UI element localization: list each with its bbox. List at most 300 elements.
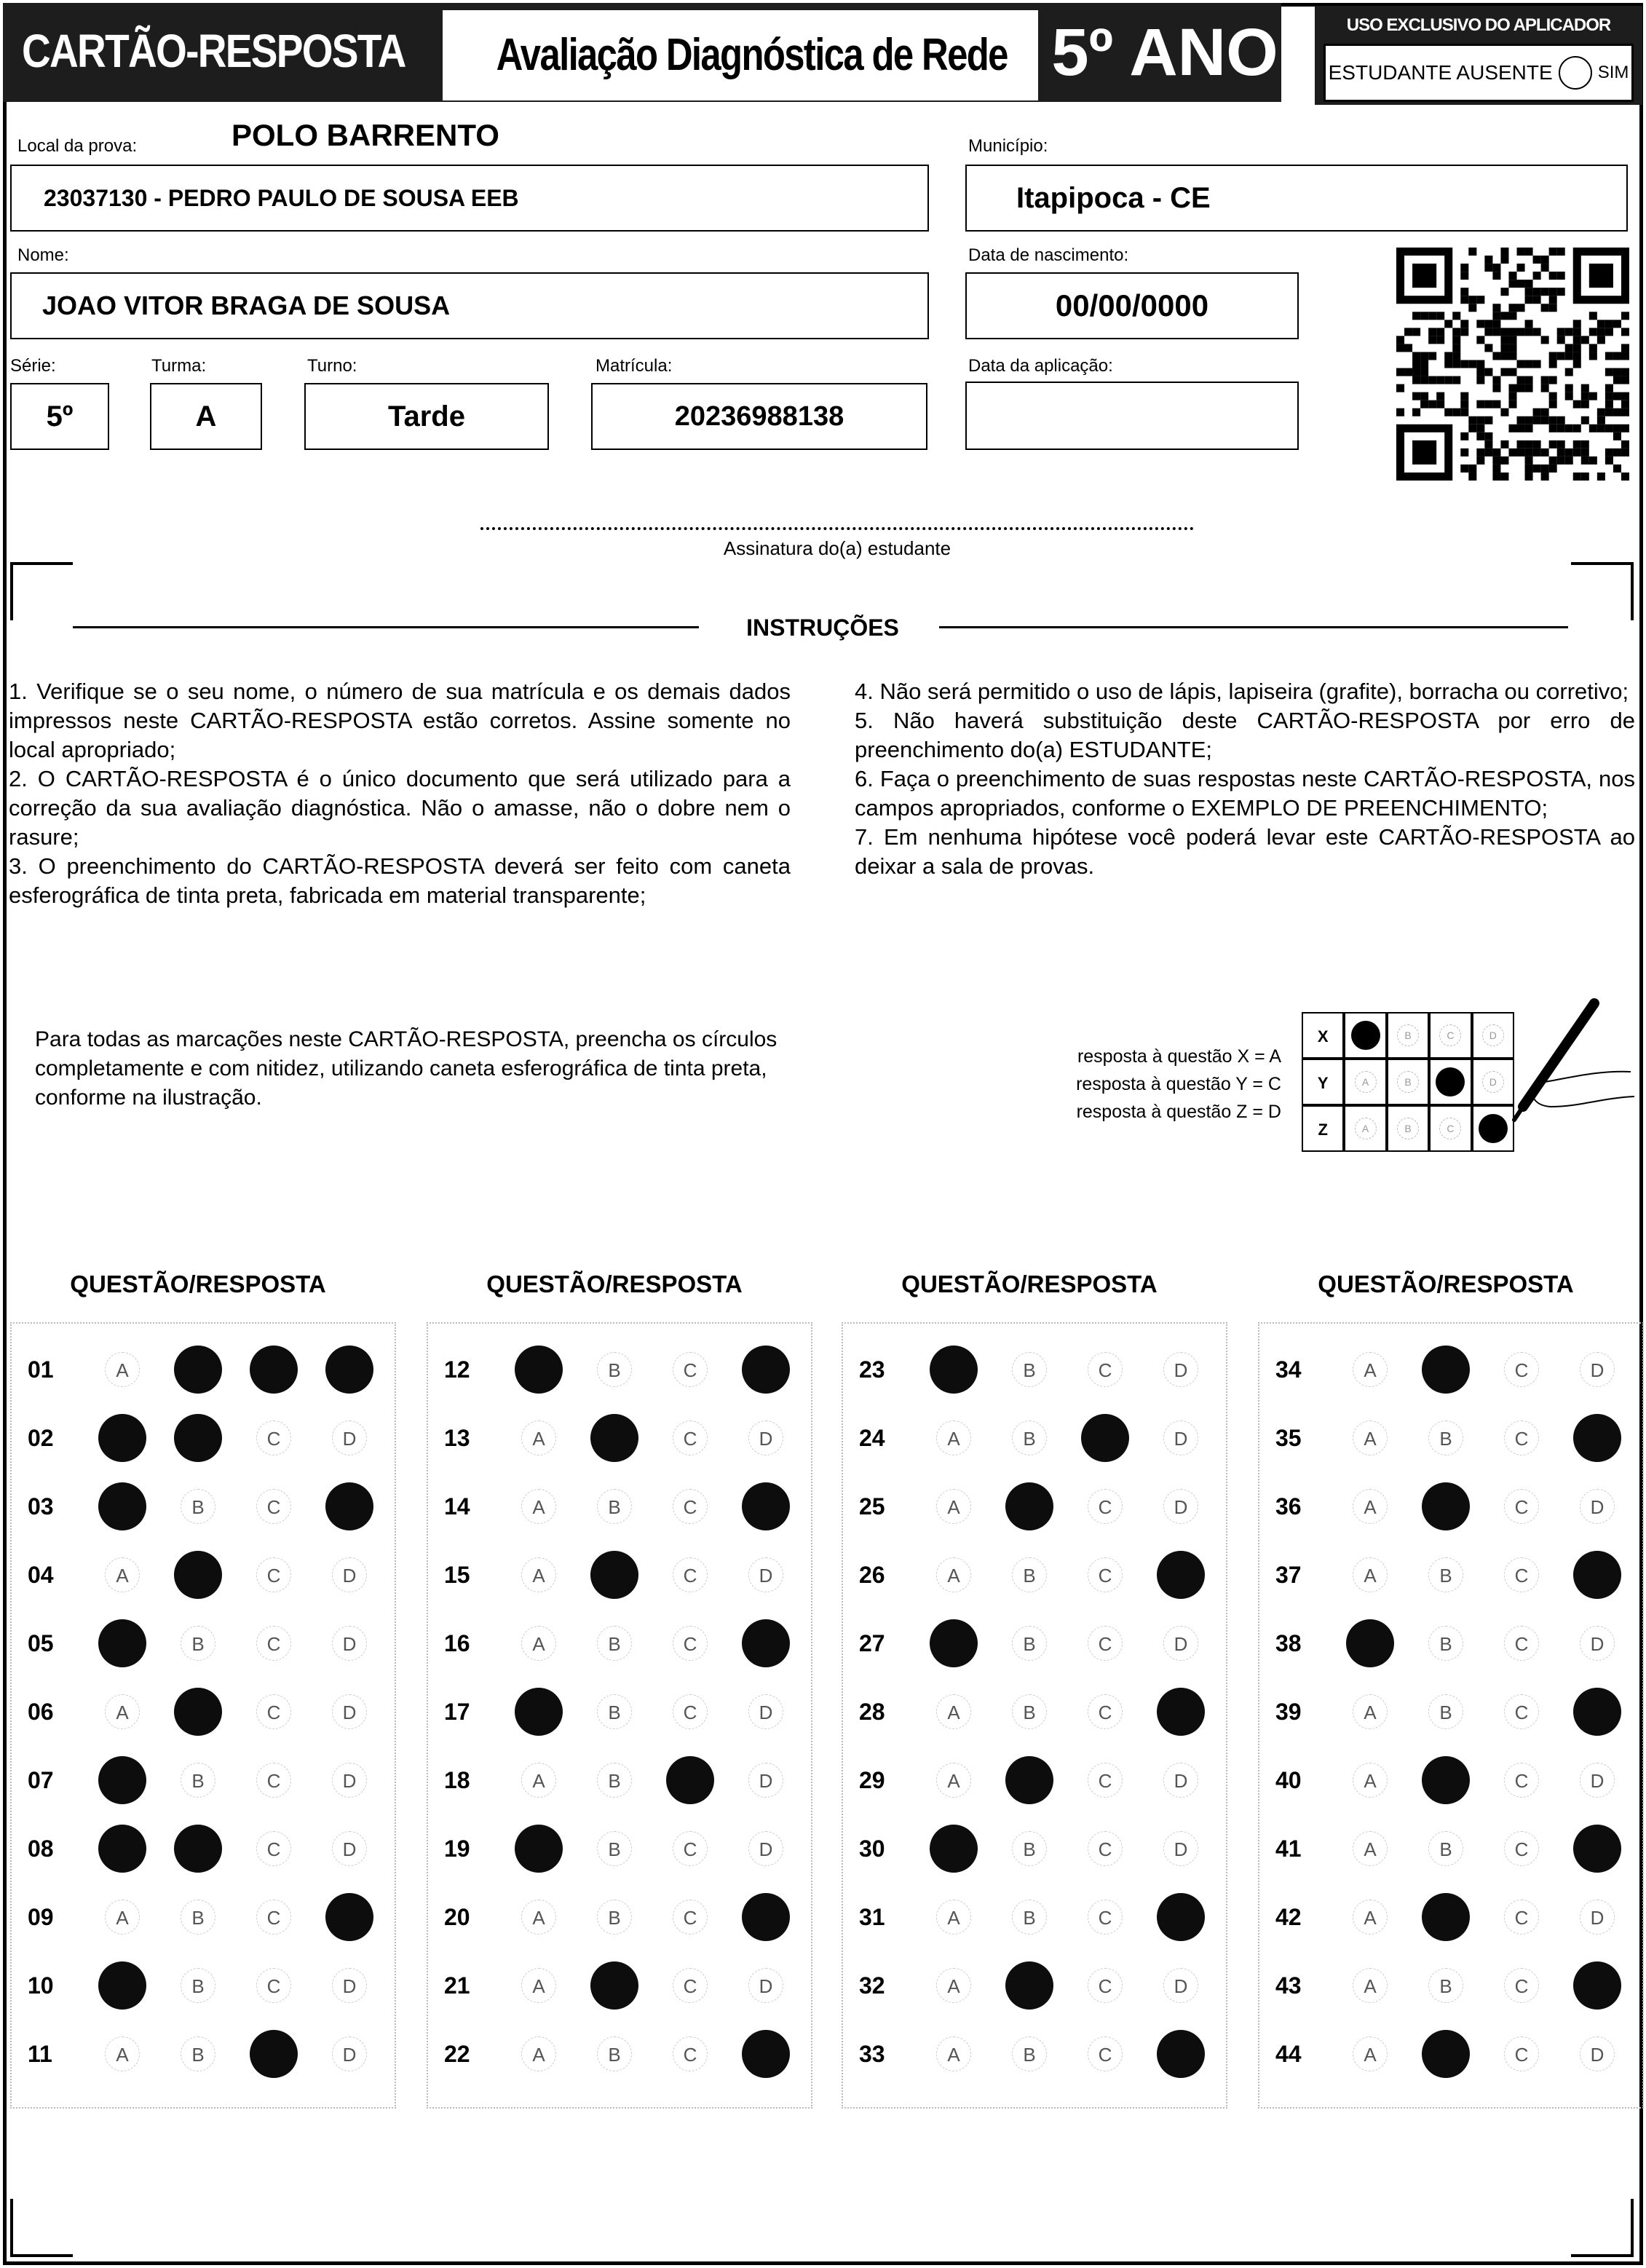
answer-bubble-d[interactable]: D	[1163, 1831, 1198, 1866]
instruction-item: 7. Em nenhuma hipótese você poderá levar este CARTÃO-RESPOSTA ao deixar a sala de provas.	[855, 824, 1635, 879]
question-number: 23	[859, 1356, 885, 1383]
answer-row	[1259, 1883, 1642, 1951]
answer-row	[12, 1678, 395, 1746]
answer-bubble-d[interactable]: D	[1580, 2036, 1615, 2071]
answers-header-3: QUESTÃO/RESPOSTA	[901, 1271, 1158, 1297]
answer-bubble-a[interactable]: A	[1353, 1489, 1388, 1524]
answer-bubble-d[interactable]: D	[1580, 1626, 1615, 1661]
answer-bubble-b[interactable]: B	[1005, 1482, 1053, 1530]
answer-bubble-b[interactable]: B	[597, 1489, 632, 1524]
answer-bubble-c[interactable]: C	[1088, 1900, 1123, 1935]
question-number: 29	[859, 1767, 885, 1793]
answer-bubble-b[interactable]: B	[1012, 1557, 1047, 1592]
question-number: 36	[1275, 1493, 1302, 1520]
answer-row	[12, 1814, 395, 1883]
serie-label: Série:	[10, 356, 56, 376]
corner-mark-top-right	[1571, 562, 1634, 620]
answer-bubble-a[interactable]: A	[936, 1557, 971, 1592]
answer-bubble-d[interactable]: D	[742, 1893, 790, 1941]
question-number: 30	[859, 1836, 885, 1862]
answer-row	[1259, 1746, 1642, 1814]
answer-bubble-d[interactable]: D	[1580, 1763, 1615, 1798]
answer-bubble-b[interactable]: B	[590, 1551, 638, 1599]
question-number: 07	[28, 1767, 54, 1793]
answer-bubble-c[interactable]: C	[1504, 1900, 1539, 1935]
answer-bubble-c[interactable]: C	[1504, 1831, 1539, 1866]
question-number: 34	[1275, 1356, 1302, 1383]
answer-bubble-d[interactable]: D	[1163, 1489, 1198, 1524]
answer-row	[1259, 1404, 1642, 1472]
answer-bubble-c[interactable]: C	[673, 1489, 708, 1524]
answer-bubble-d[interactable]: D	[1573, 1688, 1621, 1736]
answer-bubble-d[interactable]: D	[748, 1763, 783, 1798]
answer-bubble-d[interactable]: D	[1163, 1421, 1198, 1455]
answer-bubble-d[interactable]: D	[748, 1557, 783, 1592]
question-number: 14	[444, 1493, 470, 1520]
answers-header-4: QUESTÃO/RESPOSTA	[1318, 1271, 1574, 1297]
answer-bubble-a[interactable]: A	[98, 1619, 146, 1667]
answer-bubble-a[interactable]: A	[936, 1694, 971, 1729]
answer-row	[843, 1746, 1226, 1814]
instructions-left	[9, 677, 791, 910]
answer-bubble-b[interactable]: B	[1428, 1421, 1463, 1455]
answer-bubble-d[interactable]: D	[332, 1763, 367, 1798]
answer-bubble-c[interactable]: C	[1504, 2036, 1539, 2071]
example-row-label: X	[1302, 1012, 1344, 1059]
answer-bubble-b[interactable]: B	[1428, 1968, 1463, 2003]
answer-bubble-b[interactable]: B	[174, 1414, 222, 1462]
answers-header-2: QUESTÃO/RESPOSTA	[486, 1271, 743, 1297]
example-bubble: A	[1355, 1071, 1377, 1093]
answer-bubble-a[interactable]: A	[930, 1619, 978, 1667]
instructions-title: INSTRUÇÕES	[746, 615, 899, 641]
local-value: POLO BARRENTO	[232, 118, 499, 152]
answer-bubble-c[interactable]: C	[1088, 1763, 1123, 1798]
answer-bubble-b[interactable]: B	[597, 1694, 632, 1729]
answer-bubble-c[interactable]: C	[256, 1900, 291, 1935]
answer-bubble-b[interactable]: B	[181, 1626, 215, 1661]
answer-bubble-b[interactable]: B	[181, 1763, 215, 1798]
answer-bubble-d[interactable]: D	[332, 1626, 367, 1661]
grade-label: 5º ANO	[1048, 3, 1281, 102]
instruction-item: 6. Faça o preenchimento de suas respostas neste CARTÃO-RESPOSTA, nos campos apropriados, conforme o EXEMPLO DE PREENCHIMENTO;	[855, 766, 1635, 821]
answer-bubble-a[interactable]: A	[98, 1482, 146, 1530]
answer-row	[12, 1472, 395, 1541]
answer-bubble-c[interactable]: C	[1088, 1626, 1123, 1661]
question-number: 25	[859, 1493, 885, 1520]
answer-bubble-c[interactable]: C	[250, 1346, 298, 1394]
school-field	[10, 165, 929, 232]
answer-bubble-d[interactable]: D	[332, 1421, 367, 1455]
turma-value: A	[195, 400, 217, 432]
answer-bubble-d[interactable]: D	[1580, 1900, 1615, 1935]
answer-bubble-b[interactable]: B	[174, 1346, 222, 1394]
answer-bubble-a[interactable]: A	[521, 1557, 556, 1592]
answer-bubble-c[interactable]: C	[1504, 1557, 1539, 1592]
answer-bubble-b[interactable]: B	[1422, 1346, 1470, 1394]
answer-row	[843, 1335, 1226, 1404]
instruction-item: 1. Verifique se o seu nome, o número de sua matrícula e os demais dados impressos neste CARTÃO-RESPOSTA estão corretos. Assine somente no local apropriado;	[9, 679, 791, 762]
answer-bubble-d[interactable]: D	[1573, 1414, 1621, 1462]
nome-value: JOAO VITOR BRAGA DE SOUSA	[42, 291, 451, 320]
answer-bubble-b[interactable]: B	[1422, 1482, 1470, 1530]
answer-bubble-a[interactable]: A	[1346, 1619, 1394, 1667]
answer-bubble-d[interactable]: D	[748, 1831, 783, 1866]
question-number: 09	[28, 1904, 54, 1930]
answer-bubble-a[interactable]: A	[1353, 1968, 1388, 2003]
answer-bubble-c[interactable]: C	[256, 1489, 291, 1524]
answer-bubble-d[interactable]: D	[748, 1694, 783, 1729]
answer-bubble-a[interactable]: A	[515, 1346, 563, 1394]
pen-icon	[1485, 997, 1638, 1143]
answer-bubble-b[interactable]: B	[1012, 1626, 1047, 1661]
question-number: 03	[28, 1493, 54, 1520]
answer-bubble-c[interactable]: C	[1088, 1489, 1123, 1524]
answer-row	[12, 1609, 395, 1678]
answer-bubble-c[interactable]: C	[256, 1968, 291, 2003]
answer-bubble-b[interactable]: B	[590, 1961, 638, 2010]
answer-bubble-b[interactable]: B	[1422, 1756, 1470, 1804]
answer-bubble-d[interactable]: D	[1157, 1893, 1205, 1941]
answer-bubble-d[interactable]: D	[1163, 1626, 1198, 1661]
answer-bubble-c[interactable]: C	[1088, 1557, 1123, 1592]
example-cell	[1344, 1105, 1386, 1152]
answer-bubble-b[interactable]: B	[597, 1900, 632, 1935]
answer-row	[1259, 1541, 1642, 1609]
signature-line[interactable]	[480, 527, 1194, 530]
answer-bubble-a[interactable]: A	[105, 1352, 140, 1387]
example-legend	[1005, 1043, 1281, 1126]
answer-bubble-c[interactable]: C	[1504, 1626, 1539, 1661]
answer-bubble-d[interactable]: D	[748, 1421, 783, 1455]
answer-bubble-c[interactable]: C	[1088, 2036, 1123, 2071]
absent-option: SIM	[1597, 63, 1629, 82]
instructions-rule-left	[73, 626, 699, 628]
question-number: 16	[444, 1630, 470, 1656]
answer-bubble-a[interactable]: A	[98, 1961, 146, 2010]
answer-bubble-d[interactable]: D	[1157, 1551, 1205, 1599]
answer-bubble-c[interactable]: C	[1504, 1763, 1539, 1798]
answer-bubble-d[interactable]: D	[1573, 1825, 1621, 1873]
answer-bubble-d[interactable]: D	[332, 1968, 367, 2003]
nascimento-field	[965, 272, 1299, 339]
example-bubble: C	[1439, 1024, 1461, 1046]
example-cell	[1429, 1105, 1471, 1152]
answer-row	[428, 2020, 811, 2088]
answer-bubble-a[interactable]: A	[105, 1694, 140, 1729]
answer-bubble-c[interactable]: C	[673, 1831, 708, 1866]
answer-bubble-a[interactable]: A	[1353, 1831, 1388, 1866]
answer-row	[12, 1746, 395, 1814]
answer-row	[12, 1883, 395, 1951]
answer-bubble-a[interactable]: A	[98, 1414, 146, 1462]
answer-bubble-c[interactable]: C	[1088, 1831, 1123, 1866]
instructions-right	[855, 677, 1635, 881]
answer-bubble-d[interactable]: D	[1580, 1352, 1615, 1387]
question-number: 24	[859, 1425, 885, 1451]
answer-bubble-c[interactable]: C	[673, 1626, 708, 1661]
example-bubble	[1436, 1067, 1465, 1097]
answer-bubble-d[interactable]: D	[742, 1482, 790, 1530]
card-title: CARTÃO-RESPOSTA	[22, 25, 405, 77]
question-number: 08	[28, 1836, 54, 1862]
answer-bubble-c[interactable]: C	[256, 1694, 291, 1729]
answer-bubble-b[interactable]: B	[1428, 1831, 1463, 1866]
matricula-label: Matrícula:	[596, 356, 673, 376]
answer-bubble-c[interactable]: C	[256, 1626, 291, 1661]
example-grid	[1302, 1012, 1514, 1152]
absent-label: ESTUDANTE AUSENTE	[1328, 61, 1553, 84]
question-number: 38	[1275, 1630, 1302, 1656]
answer-bubble-c[interactable]: C	[256, 1831, 291, 1866]
answer-bubble-b[interactable]: B	[1012, 1421, 1047, 1455]
answer-bubble-b[interactable]: B	[1005, 1756, 1053, 1804]
answer-row	[843, 1814, 1226, 1883]
answer-row	[1259, 1609, 1642, 1678]
answer-bubble-b[interactable]: B	[597, 2036, 632, 2071]
corner-mark-bottom-right	[1571, 2199, 1634, 2257]
answer-bubble-a[interactable]: A	[105, 1557, 140, 1592]
answer-bubble-d[interactable]: D	[1163, 1763, 1198, 1798]
answer-bubble-a[interactable]: A	[521, 1421, 556, 1455]
aplicacao-field[interactable]	[965, 382, 1299, 450]
local-label: Local da prova:	[17, 136, 138, 156]
answer-row	[12, 1541, 395, 1609]
answer-bubble-c[interactable]: C	[673, 2036, 708, 2071]
answer-bubble-c[interactable]: C	[673, 1421, 708, 1455]
answer-row	[12, 2020, 395, 2088]
question-number: 37	[1275, 1562, 1302, 1588]
answer-bubble-c[interactable]: C	[673, 1694, 708, 1729]
answer-bubble-b[interactable]: B	[597, 1352, 632, 1387]
answer-bubble-a[interactable]: A	[930, 1346, 978, 1394]
answer-bubble-c[interactable]: C	[673, 1900, 708, 1935]
turno-field	[304, 383, 549, 450]
answer-bubble-b[interactable]: B	[181, 1489, 215, 1524]
example-bubble: C	[1439, 1118, 1461, 1139]
example-cell	[1387, 1059, 1429, 1105]
instruction-item: 5. Não haverá substituição deste CARTÃO-RESPOSTA por erro de preenchimento do(a) ESTUDANTE;	[855, 708, 1635, 762]
answer-row	[843, 1541, 1226, 1609]
answer-bubble-a[interactable]: A	[105, 2036, 140, 2071]
answer-bubble-a[interactable]: A	[521, 1763, 556, 1798]
answer-bubble-a[interactable]: A	[521, 1968, 556, 2003]
answer-bubble-d[interactable]: D	[1157, 2030, 1205, 2078]
answer-row	[428, 1472, 811, 1541]
answer-row	[428, 1883, 811, 1951]
question-number: 39	[1275, 1699, 1302, 1725]
answer-row	[428, 1541, 811, 1609]
answer-bubble-c[interactable]: C	[673, 1557, 708, 1592]
answer-bubble-a[interactable]: A	[930, 1825, 978, 1873]
question-number: 02	[28, 1425, 54, 1451]
nome-label: Nome:	[17, 245, 69, 265]
example-bubble: D	[1482, 1024, 1504, 1046]
answer-row	[428, 1814, 811, 1883]
question-number: 13	[444, 1425, 470, 1451]
question-number: 20	[444, 1904, 470, 1930]
answer-bubble-d[interactable]: D	[1580, 1489, 1615, 1524]
question-number: 28	[859, 1699, 885, 1725]
nascimento-value: 00/00/0000	[1055, 288, 1209, 323]
answer-bubble-a[interactable]: A	[1353, 1694, 1388, 1729]
turma-field	[150, 383, 262, 450]
question-number: 05	[28, 1630, 54, 1656]
answer-bubble-a[interactable]: A	[1353, 1421, 1388, 1455]
answer-bubble-d[interactable]: D	[1157, 1688, 1205, 1736]
answer-bubble-c[interactable]: C	[256, 1763, 291, 1798]
answer-bubble-a[interactable]: A	[936, 2036, 971, 2071]
example-bubble: B	[1397, 1071, 1419, 1093]
answer-bubble-d[interactable]: D	[332, 1694, 367, 1729]
answer-bubble-c[interactable]: C	[256, 1557, 291, 1592]
municipio-value: Itapipoca - CE	[1016, 181, 1211, 214]
answer-bubble-c[interactable]: C	[1504, 1694, 1539, 1729]
answer-row	[843, 1883, 1226, 1951]
answer-column-1	[10, 1322, 396, 2109]
answer-bubble-c[interactable]: C	[1504, 1489, 1539, 1524]
answer-bubble-d[interactable]: D	[1573, 1961, 1621, 2010]
answer-bubble-d[interactable]: D	[742, 1346, 790, 1394]
answer-bubble-b[interactable]: B	[1012, 1352, 1047, 1387]
answer-bubble-b[interactable]: B	[1012, 2036, 1047, 2071]
answer-bubble-c[interactable]: C	[1088, 1968, 1123, 2003]
answer-bubble-b[interactable]: B	[1012, 1694, 1047, 1729]
answer-bubble-b[interactable]: B	[1422, 1893, 1470, 1941]
answer-bubble-c[interactable]: C	[1088, 1694, 1123, 1729]
serie-field	[10, 383, 109, 450]
answer-bubble-b[interactable]: B	[181, 2036, 215, 2071]
answer-row	[1259, 1472, 1642, 1541]
answer-bubble-b[interactable]: B	[597, 1626, 632, 1661]
answer-bubble-c[interactable]: C	[1504, 1352, 1539, 1387]
answer-bubble-a[interactable]: A	[521, 1626, 556, 1661]
answer-bubble-c[interactable]: C	[673, 1352, 708, 1387]
answer-bubble-c[interactable]: C	[1504, 1421, 1539, 1455]
answer-bubble-b[interactable]: B	[1012, 1900, 1047, 1935]
answer-bubble-d[interactable]: D	[1163, 1352, 1198, 1387]
example-bubble: D	[1482, 1071, 1504, 1093]
answer-bubble-a[interactable]: A	[936, 1968, 971, 2003]
answer-bubble-a[interactable]: A	[521, 1489, 556, 1524]
answer-bubble-a[interactable]: A	[936, 1421, 971, 1455]
question-number: 11	[28, 2041, 52, 2067]
answer-bubble-b[interactable]: B	[597, 1831, 632, 1866]
answer-bubble-d[interactable]: D	[325, 1893, 373, 1941]
answer-bubble-b[interactable]: B	[1428, 1626, 1463, 1661]
corner-mark-bottom-left	[10, 2199, 73, 2257]
question-number: 35	[1275, 1425, 1302, 1451]
answer-row	[1259, 2020, 1642, 2088]
answer-bubble-b[interactable]: B	[1428, 1694, 1463, 1729]
answer-bubble-a[interactable]: A	[936, 1900, 971, 1935]
question-number: 21	[444, 1972, 470, 1999]
question-number: 06	[28, 1699, 54, 1725]
answer-bubble-a[interactable]: A	[1353, 1352, 1388, 1387]
answer-bubble-d[interactable]: D	[332, 1557, 367, 1592]
question-number: 15	[444, 1562, 470, 1588]
example-legend-item: resposta à questão Y = C	[1076, 1074, 1281, 1094]
question-number: 18	[444, 1767, 470, 1793]
question-number: 43	[1275, 1972, 1302, 1999]
answer-bubble-a[interactable]: A	[1353, 1763, 1388, 1798]
answer-row	[12, 1335, 395, 1404]
answer-bubble-a[interactable]: A	[936, 1763, 971, 1798]
answer-bubble-c[interactable]: C	[666, 1756, 714, 1804]
answer-row	[843, 1472, 1226, 1541]
answer-bubble-a[interactable]: A	[936, 1489, 971, 1524]
answer-bubble-a[interactable]: A	[521, 1900, 556, 1935]
answer-bubble-a[interactable]: A	[1353, 1900, 1388, 1935]
answer-bubble-a[interactable]: A	[521, 2036, 556, 2071]
answer-bubble-b[interactable]: B	[174, 1688, 222, 1736]
example-bubble: A	[1355, 1118, 1377, 1139]
answer-bubble-a[interactable]: A	[105, 1900, 140, 1935]
answer-bubble-b[interactable]: B	[590, 1414, 638, 1462]
answer-bubble-a[interactable]: A	[1353, 2036, 1388, 2071]
answer-row	[843, 1678, 1226, 1746]
answer-bubble-a[interactable]: A	[515, 1688, 563, 1736]
answer-bubble-d[interactable]: D	[742, 2030, 790, 2078]
answer-row	[428, 1335, 811, 1404]
answer-bubble-c[interactable]: C	[1088, 1352, 1123, 1387]
answer-bubble-d[interactable]: D	[748, 1968, 783, 2003]
answer-bubble-b[interactable]: B	[1005, 1961, 1053, 2010]
answer-bubble-b[interactable]: B	[174, 1825, 222, 1873]
answer-bubble-b[interactable]: B	[181, 1968, 215, 2003]
answer-bubble-c[interactable]: C	[1504, 1968, 1539, 2003]
answer-row	[1259, 1814, 1642, 1883]
instruction-item: 4. Não será permitido o uso de lápis, lapiseira (grafite), borracha ou corretivo;	[855, 679, 1629, 704]
answer-bubble-b[interactable]: B	[181, 1900, 215, 1935]
answer-row	[428, 1678, 811, 1746]
answer-bubble-b[interactable]: B	[597, 1763, 632, 1798]
answer-bubble-b[interactable]: B	[1012, 1831, 1047, 1866]
question-number: 10	[28, 1972, 54, 1999]
answer-bubble-d[interactable]: D	[332, 2036, 367, 2071]
answer-bubble-c[interactable]: C	[250, 2030, 298, 2078]
answer-bubble-c[interactable]: C	[256, 1421, 291, 1455]
answer-bubble-d[interactable]: D	[332, 1831, 367, 1866]
answer-bubble-d[interactable]: D	[325, 1346, 373, 1394]
instruction-item: 3. O preenchimento do CARTÃO-RESPOSTA deverá ser feito com caneta esferográfica de tinta preta, fabricada em material transparente;	[9, 853, 791, 908]
answer-bubble-d[interactable]: D	[325, 1482, 373, 1530]
question-number: 01	[28, 1356, 54, 1383]
absent-field	[1323, 44, 1634, 102]
example-row-label: Y	[1302, 1059, 1344, 1105]
applicator-label: USO EXCLUSIVO DO APLICADOR	[1346, 15, 1611, 35]
answer-bubble-b[interactable]: B	[1428, 1557, 1463, 1592]
answer-bubble-d[interactable]: D	[742, 1619, 790, 1667]
answer-bubble-a[interactable]: A	[98, 1756, 146, 1804]
instruction-item: 2. O CARTÃO-RESPOSTA é o único documento que será utilizado para a correção da sua avaliação diagnóstica. Não o amasse, não o dobre nem o rasure;	[9, 766, 791, 850]
answer-bubble-a[interactable]: A	[515, 1825, 563, 1873]
answer-bubble-a[interactable]: A	[98, 1825, 146, 1873]
answer-column-2	[427, 1322, 812, 2109]
answer-bubble-c[interactable]: C	[1081, 1414, 1129, 1462]
answer-bubble-c[interactable]: C	[673, 1968, 708, 2003]
answer-bubble-d[interactable]: D	[1163, 1968, 1198, 2003]
absent-bubble[interactable]	[1559, 56, 1592, 90]
answer-bubble-a[interactable]: A	[1353, 1557, 1388, 1592]
answer-bubble-b[interactable]: B	[1422, 2030, 1470, 2078]
example-cell	[1387, 1012, 1429, 1059]
answer-bubble-b[interactable]: B	[174, 1551, 222, 1599]
question-number: 32	[859, 1972, 885, 1999]
card-subtitle: Avaliação Diagnóstica de Rede	[496, 30, 1008, 80]
answer-bubble-d[interactable]: D	[1573, 1551, 1621, 1599]
answer-row	[428, 1746, 811, 1814]
